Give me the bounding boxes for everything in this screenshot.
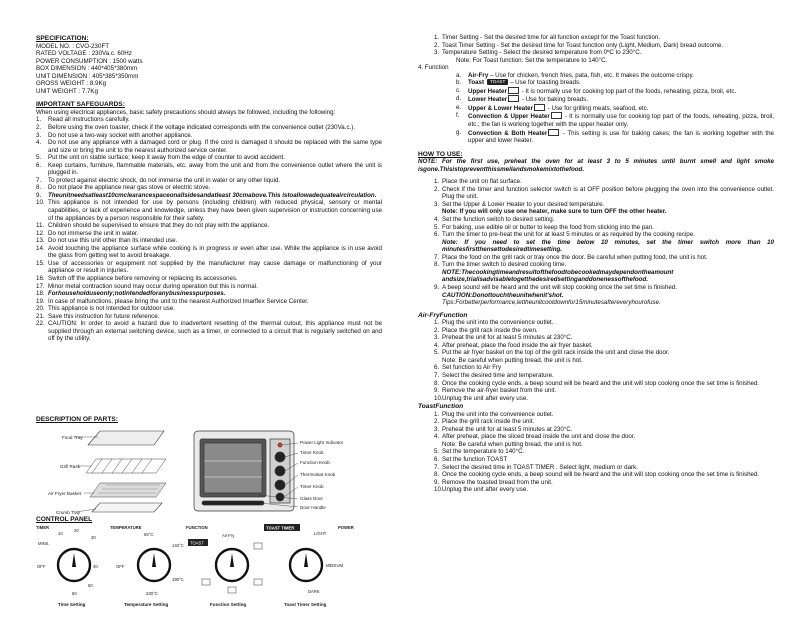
left-column — [36, 34, 382, 343]
spec-line: UNIT WEIGHT : 7.7Kg — [36, 87, 99, 95]
label-glass-door: Glass Door — [300, 496, 323, 501]
item-text: Note: If you will only use one heater, make sure to turn OFF the other heater. — [442, 208, 667, 216]
svg-text:40: 40 — [93, 564, 98, 569]
item-text: Remove the toasted bread from the unit. — [442, 478, 553, 486]
list-item — [418, 418, 774, 426]
label-function-knob: Function Knob — [300, 460, 330, 465]
list-item — [418, 178, 774, 186]
function-letter: a. — [456, 71, 462, 79]
list-item — [36, 313, 382, 321]
howto-list — [418, 178, 774, 306]
label-air-fryer-basket: Air Fryer Basket — [48, 491, 81, 496]
item-text: NOTE:Thecookingtimeandresultofthefoodtobecookedmaydependontheamount andsize,trialisadvisabletogetthedesiredsettinganddonenessofthefood. — [442, 268, 674, 284]
item-text: Note: If you need to set the time below 10 minutes, set the timer switch more than 10 minutesfirstthensettodesiredtimesetting. — [442, 238, 774, 254]
item-number — [434, 292, 442, 300]
item-number: 22. — [36, 320, 45, 328]
item-number: 16. — [36, 274, 45, 282]
list-item — [418, 471, 774, 479]
function-item — [418, 95, 774, 104]
item-number: 5. — [434, 448, 440, 456]
function-caption: Function Setting — [210, 602, 247, 607]
item-text: Tips:Forbetterperformance,lettheunitcooldownfor15minutesaftereveryhourofuse. — [442, 299, 661, 307]
item-text: Keep curtains, furniture, flammable materials, etc. away from the unit and from the convenience outlet where the unit is plugged in. — [48, 161, 382, 177]
food-tray-drawing — [88, 431, 164, 445]
item-number: 5. — [434, 223, 440, 231]
function-icon — [534, 104, 545, 111]
item-text: Set the temperature to 140°C. — [442, 448, 525, 456]
item-text: Do not place the appliance near gas stove or electric stove. — [48, 184, 211, 192]
item-number: 6. — [434, 231, 440, 239]
function-letter: g. — [456, 128, 462, 136]
list-item — [418, 284, 774, 292]
function-item — [418, 87, 774, 96]
function-name: Convection & Upper Heater — [468, 113, 550, 121]
item-text: Note: Be careful when putting bread, the unit is hot. — [442, 356, 583, 364]
function-icon — [548, 129, 559, 136]
item-number: 14. — [36, 244, 45, 252]
item-number: 15. — [36, 259, 45, 267]
function-icon — [508, 87, 519, 94]
svg-text:50: 50 — [88, 583, 93, 588]
temperature-knob-title: TEMPERATURE — [110, 525, 142, 530]
label-timer-knob: Timer Knob — [300, 450, 324, 455]
item-number: 10. — [36, 199, 45, 207]
item-text: CAUTION: In order to avoid a hazard due to inadvertent resetting of the thermal cutout, this appliance must not be supplied through an external switching device, such as a timer, or connected to a circuit that is regularly switched on and off by the utility. — [48, 320, 382, 343]
function-name: Convection & Both Heater — [468, 129, 548, 137]
list-item — [418, 486, 774, 494]
item-text: Minor metal contraction sound may occur during operation but this is normal. — [48, 282, 258, 290]
function-icon — [551, 112, 562, 119]
item-text: Plug the unit into the convenience outlet. — [442, 319, 554, 327]
item-text: Select the desired time and temperature. — [442, 371, 554, 379]
item-number: 1. — [434, 319, 440, 327]
item-text: Save this instruction for future reference. — [48, 312, 160, 320]
list-item — [36, 245, 382, 260]
list-item — [418, 224, 774, 232]
spec-lines — [36, 43, 382, 96]
item-number: 2. — [434, 41, 440, 49]
spec-line: UNIT DIMENSION : 405*385*350mm — [36, 72, 139, 80]
item-text: After preheat, place the food inside the air fryer basket. — [442, 341, 593, 349]
label-power-light: Power Light Indicator — [300, 440, 344, 445]
timer-knob-title: TIMER — [36, 525, 50, 530]
svg-text:Air Fry: Air Fry — [222, 533, 235, 538]
label-grill-rack: Grill Rack — [60, 464, 80, 469]
grill-rack-drawing — [86, 459, 166, 473]
item-text: Set function to Air Fry — [442, 364, 502, 372]
controls-note: Note: For Toast function: Set the temperature to 140°C. — [456, 56, 608, 64]
list-item — [36, 124, 382, 132]
item-number: 7. — [434, 253, 440, 261]
item-number: 13. — [36, 237, 45, 245]
list-item — [418, 231, 774, 239]
item-number: 21. — [36, 312, 45, 320]
label-door-handle: Door Handle — [300, 505, 326, 510]
item-text: Read all instructions carefully. — [48, 116, 130, 124]
item-text: This appliance is not intended for outdoor use. — [48, 305, 175, 313]
item-text: Once the cooking cycle ends, a beep sound will be heard and the unit will stop cooking once the set time is finished. — [442, 471, 760, 479]
airfry-title: Air-FryFunction — [418, 311, 468, 319]
list-item — [418, 349, 774, 357]
item-number: 11. — [36, 222, 45, 230]
list-item — [418, 395, 774, 403]
timer-caption: Time Setting — [58, 602, 86, 607]
list-item — [418, 319, 774, 327]
item-text: Remove the air-fryer basket from the unit. — [442, 387, 557, 395]
oven-illustration — [36, 423, 376, 515]
function-item — [418, 112, 774, 128]
item-number: 7. — [36, 176, 42, 184]
list-item — [418, 433, 774, 441]
item-number: 3. — [434, 334, 440, 342]
item-number: 1. — [434, 410, 440, 418]
item-number: 8. — [434, 471, 440, 479]
item-number: 7. — [434, 371, 440, 379]
item-text: Switch off the appliance before removing or replacing its accessories. — [48, 274, 238, 282]
svg-text:30: 30 — [91, 535, 96, 540]
list-item — [36, 132, 382, 140]
label-timer-knob-2: Timer Knob — [300, 484, 324, 489]
list-item — [418, 239, 774, 254]
svg-text:20: 20 — [74, 528, 79, 533]
svg-text:230°C: 230°C — [146, 591, 158, 596]
item-text: Unplug the unit after every use. — [442, 394, 528, 402]
toast-badge: TOAST — [487, 79, 508, 85]
function-text — [468, 112, 774, 128]
item-text: Children should be supervised to ensure that they do not play with the appliance. — [48, 222, 270, 230]
label-thermostat-knob: Thermostat Knob — [300, 472, 336, 477]
function-text — [468, 104, 774, 113]
item-number — [434, 299, 442, 307]
list-item — [418, 201, 774, 209]
item-text: Do not immerse the unit in water. — [48, 229, 139, 237]
svg-text:MINS.: MINS. — [38, 541, 50, 546]
list-item — [418, 261, 774, 269]
svg-text:LIGHT: LIGHT — [314, 531, 327, 536]
control-panel — [36, 515, 376, 610]
svg-text:OFF: OFF — [116, 564, 125, 569]
item-number: 19. — [36, 297, 45, 305]
item-number: 9. — [36, 191, 42, 199]
list-item — [36, 177, 382, 185]
item-number: 9. — [434, 478, 440, 486]
safeguards-title: IMPORTANT SAFEGUARDS: — [36, 101, 125, 109]
item-text: Put the air fryer basket on the top of the grill rack inside the unit and close the door. — [442, 349, 670, 357]
item-text: Select the desired time in TOAST TIMER . Select light, medium or dark. — [442, 463, 638, 471]
list-item — [418, 254, 774, 262]
function-knob-title: FUNCTION — [186, 525, 208, 530]
item-text: Place the grill rack inside the oven. — [442, 326, 538, 334]
item-number — [434, 441, 442, 449]
spec-line: RATED VOLTAGE : 230Va.c. 60Hz — [36, 50, 132, 58]
function-name: Upper & Lower Heater — [468, 104, 533, 112]
function-name: Upper Heater — [468, 87, 507, 95]
svg-text:10: 10 — [58, 531, 63, 536]
item-number: 20. — [36, 305, 45, 313]
item-number: 3. — [36, 131, 42, 139]
function-desc: – Use for chicken, french fries, pata, fish, etc. It makes the outcome crispy. — [488, 71, 694, 79]
item-number: 2. — [434, 326, 440, 334]
item-text: To protect against electric shock, do not immerse the unit in water or any other liquid. — [48, 176, 281, 184]
list-item — [418, 327, 774, 335]
list-item — [36, 199, 382, 222]
item-text: Check if the timer and function selector switch is at OFF position before plugging the oven into the convenience outlet. Plug the unit. — [442, 185, 774, 201]
item-text: A beep sound will be heard and the unit will stop cooking once the set time is finished. — [442, 283, 677, 291]
list-item — [418, 299, 774, 307]
list-item — [418, 269, 774, 284]
function-desc: – Use for toasting breads. — [508, 79, 581, 87]
function-icon — [508, 95, 519, 102]
item-number: 7. — [434, 463, 440, 471]
svg-text:65°C: 65°C — [144, 532, 154, 537]
item-text: CAUTION:Donottouchtheunitwhenit'shot. — [442, 291, 564, 299]
list-item — [36, 237, 382, 245]
list-item — [36, 283, 382, 291]
item-text: Preheat the unit for at least 5 minutes at 230°C. — [442, 334, 573, 342]
item-number: 17. — [36, 282, 45, 290]
toast-timer-caption: Toast Timer Setting — [284, 602, 327, 607]
item-number: 4. — [36, 139, 42, 147]
toast-title: ToastFunction — [418, 403, 464, 411]
list-item — [36, 222, 382, 230]
function-desc: - Use for baking breads. — [520, 96, 588, 104]
item-number — [434, 239, 442, 254]
item-number: 1. — [434, 178, 440, 186]
function-item — [418, 72, 774, 80]
list-item — [36, 184, 382, 192]
function-item — [418, 79, 774, 87]
list-item — [36, 320, 382, 343]
spec-line: BOX DIMENSION : 440*405*380mm — [36, 65, 138, 73]
item-number: 6. — [434, 455, 440, 463]
item-text: Place the grill rack inside the unit. — [442, 418, 535, 426]
item-text: Set the function TOAST — [442, 455, 508, 463]
item-text: Forhouseholduseonly;notintendedforanybusinesspurposes. — [48, 290, 226, 298]
item-number: 8. — [434, 261, 440, 269]
howto-note: NOTE: For the first use, preheat the oven for at least 3 to 5 minutes until burnt smell and light smoke isgone.Thisistopreventthissmellandsmokemixtothefood. — [418, 158, 774, 173]
oven-body-drawing — [194, 431, 294, 511]
item-number: 4. — [434, 216, 440, 224]
function-heading: 4. Function — [418, 64, 449, 72]
right-column — [418, 34, 774, 494]
function-name: Lower Heater — [468, 96, 508, 104]
item-text: Temperature Setting - Select the desired temperature from 0ºC to 230°C. — [442, 49, 642, 57]
list-item — [418, 411, 774, 419]
item-text: Note: Be careful when putting bread, the unit is hot. — [442, 440, 583, 448]
item-number — [434, 208, 442, 216]
spec-line: POWER CONSUMPTION : 1500 watts — [36, 57, 143, 65]
function-desc: - It is normally use for cooking top part of the foods, reheating, pizza, broil, etc. — [519, 87, 737, 95]
label-crumb-tray: Crumb Tray — [56, 510, 80, 515]
spec-line: MODEL NO. : CVO-230FT — [36, 42, 110, 50]
list-item — [418, 464, 774, 472]
function-desc: - Use for grilling meats, seafood, etc. — [545, 104, 649, 112]
safeguards-list — [36, 116, 382, 342]
svg-text:MEDIUM: MEDIUM — [326, 563, 343, 568]
toast-timer-title: TOAST TIMER — [266, 525, 295, 531]
list-item — [418, 334, 774, 342]
item-number: 2. — [434, 185, 440, 193]
function-desc: - This setting is use for baking cakes; the fan is working together with the upper and lower heater. — [468, 129, 774, 145]
item-text: Do not use any appliance with a damaged cord or plug. If the cord is damaged it should be replaced with the same type and size or bring the unit to the nearest authorized service center. — [48, 139, 382, 154]
item-text: Place the food on the grill rack or tray once the door. Be careful when putting food, the unit is hot. — [442, 253, 708, 261]
label-food-tray: Food Tray — [62, 435, 83, 440]
list-item — [418, 216, 774, 224]
item-number: 10. — [434, 394, 443, 402]
function-text — [468, 72, 774, 80]
item-text: This appliance is not intended for use by persons (including children) with reduced physical, sensory or mental capabilities, or lack of experience and knowledge, unless they have been given supervision or instruction concerning use of the appliances by a person responsible for their safety. — [48, 199, 382, 222]
item-text: Before using the oven toaster, check if the voltage indicated corresponds with the convenience outlet (230Va.c.). — [48, 124, 356, 132]
item-number: 1. — [434, 34, 440, 41]
function-name: Toast — [468, 79, 485, 87]
list-item — [418, 357, 774, 365]
function-letter: e. — [456, 103, 462, 111]
item-text: Set the function switch to desired setting. — [442, 216, 555, 224]
item-number: 3. — [434, 49, 440, 57]
item-text: Unplug the unit after every use. — [442, 486, 528, 494]
item-text: In case of malfunctions, please bring the unit to the nearest Authorized Imarflex Service Center. — [48, 297, 309, 305]
spec-line: GROSS WEIGHT : 8.9Kg — [36, 80, 107, 88]
list-item — [36, 275, 382, 283]
item-number: 3. — [434, 200, 440, 208]
list-item — [418, 426, 774, 434]
temperature-caption: Temperature Setting — [124, 602, 169, 607]
item-number: 5. — [434, 349, 440, 357]
function-letter: f. — [456, 112, 460, 120]
item-number: 8. — [36, 184, 42, 192]
item-text: Once the cooking cycle ends, a beep sound will be heard and the unit will stop cooking once the set time is finished. — [442, 379, 760, 387]
list-item — [418, 364, 774, 372]
function-text — [468, 129, 774, 145]
list-item — [36, 139, 382, 154]
item-text: For baking, use edible oil or butter to keep the food from sticking into the pan. — [442, 223, 654, 231]
crumb-tray-drawing — [92, 503, 162, 512]
svg-text:190°C: 190°C — [172, 577, 184, 582]
list-item — [36, 162, 382, 177]
control-panel-drawing — [36, 523, 376, 609]
item-number: 4. — [434, 341, 440, 349]
list-item — [36, 290, 382, 298]
svg-text:140°C: 140°C — [172, 543, 184, 548]
list-item — [418, 448, 774, 456]
toast-list — [418, 411, 774, 494]
function-list — [418, 72, 774, 145]
svg-text:60: 60 — [72, 591, 77, 596]
svg-text:OFF: OFF — [37, 564, 46, 569]
item-number: 5. — [36, 154, 42, 162]
item-text: After preheat, place the sliced bread inside the unit and close the door. — [442, 433, 636, 441]
list-item — [418, 42, 774, 50]
item-number — [434, 357, 442, 365]
function-name: Air-Fry — [468, 71, 489, 79]
list-item — [418, 34, 774, 42]
item-text: Turn the timer to pre-heat the unit for at least 5 minutes or as required by the cooking recipe. — [442, 231, 695, 239]
item-number: 8. — [434, 379, 440, 387]
item-text: Set the Upper & Lower Heater to your desired temperature. — [442, 200, 605, 208]
item-number: 9. — [434, 283, 440, 291]
item-text: Put the unit on stable surface; keep it away from the edge of counter to avoid accident. — [48, 154, 285, 162]
item-text: Use of accessories or equipment not supplied by the manufacturer may cause damage or malfunctioning of your appliance or result in injuries. — [48, 259, 382, 275]
function-text — [468, 95, 774, 104]
item-text: Place the unit on flat surface. — [442, 178, 522, 186]
list-item — [36, 298, 382, 306]
list-item — [418, 342, 774, 350]
howto-title: HOW TO USE: — [418, 150, 463, 158]
list-item — [418, 387, 774, 395]
safeguards-intro: When using electrical appliances, basic safety precautions should always be followed, including the following: — [36, 108, 336, 116]
item-text: Plug the unit into the convenience outlet. — [442, 410, 554, 418]
list-item — [418, 456, 774, 464]
list-item — [418, 186, 774, 201]
list-item — [418, 380, 774, 388]
function-item — [418, 104, 774, 113]
item-number — [434, 269, 442, 284]
list-item — [36, 305, 382, 313]
item-text: Do not use this unit other than its intended use. — [48, 237, 178, 245]
item-text: Turn the timer switch to desired cooking time. — [442, 261, 567, 269]
item-text: Theunitneedsatleast10cmclearancespaceonallsidesandatleast 30cmabove.This istoallowadequateaircirculation. — [48, 191, 377, 199]
list-item — [418, 208, 774, 216]
svg-text:TOAST: TOAST — [190, 540, 204, 546]
item-text: Timer Setting - Set the desired time for all function except for the Toast function. — [442, 34, 661, 41]
parts-title: DESCRIPTION OF PARTS: — [36, 416, 118, 423]
list-item — [418, 479, 774, 487]
svg-text:DARK: DARK — [308, 589, 320, 594]
function-text — [468, 79, 774, 87]
item-number: 2. — [434, 418, 440, 426]
spec-title: SPECIFICATION: — [36, 35, 89, 42]
air-fryer-basket-drawing — [90, 483, 166, 497]
control-panel-title: CONTROL PANEL — [36, 516, 93, 523]
item-number: 9. — [434, 387, 440, 395]
item-text: Preheat the unit for at least 5 minutes at 230°C. — [442, 425, 573, 433]
item-number: 2. — [36, 124, 42, 132]
list-item — [418, 372, 774, 380]
item-number: 18. — [36, 290, 45, 298]
list-item — [418, 441, 774, 449]
function-letter: c. — [456, 86, 461, 94]
parts-diagram — [36, 415, 376, 515]
list-item — [36, 230, 382, 238]
function-item — [418, 129, 774, 145]
item-text: Avoid touching the appliance surface while cooking is in progress or even after use. While the appliance is in use avoid the glass from getting wet to avoid breakage. — [48, 244, 382, 260]
function-letter: d. — [456, 95, 462, 103]
item-number: 1. — [36, 116, 42, 124]
control-setting-list — [418, 34, 774, 57]
power-label: POWER — [338, 525, 354, 530]
item-text: Toast Timer Setting - Set the desired time for Toast function only (Light, Medium, Dark) bread outcome. — [442, 41, 724, 49]
item-number: 4. — [434, 433, 440, 441]
list-item — [418, 292, 774, 300]
list-item — [36, 192, 382, 200]
list-item — [36, 116, 382, 124]
item-number: 12. — [36, 229, 45, 237]
item-number: 6. — [36, 161, 42, 169]
function-text — [468, 87, 774, 96]
item-number: 10. — [434, 486, 443, 494]
airfry-list — [418, 319, 774, 402]
list-item — [36, 260, 382, 275]
function-letter: b. — [456, 79, 462, 87]
item-number: 6. — [434, 364, 440, 372]
list-item — [418, 49, 774, 57]
function-desc: - It is normally use for cooking top part of the foods, reheating, pizza, broil, etc.; the fan is working together with the upper heater only. — [468, 113, 775, 129]
list-item — [36, 154, 382, 162]
item-text: Do not use a two-way socket with another appliance. — [48, 131, 193, 139]
item-number: 3. — [434, 425, 440, 433]
